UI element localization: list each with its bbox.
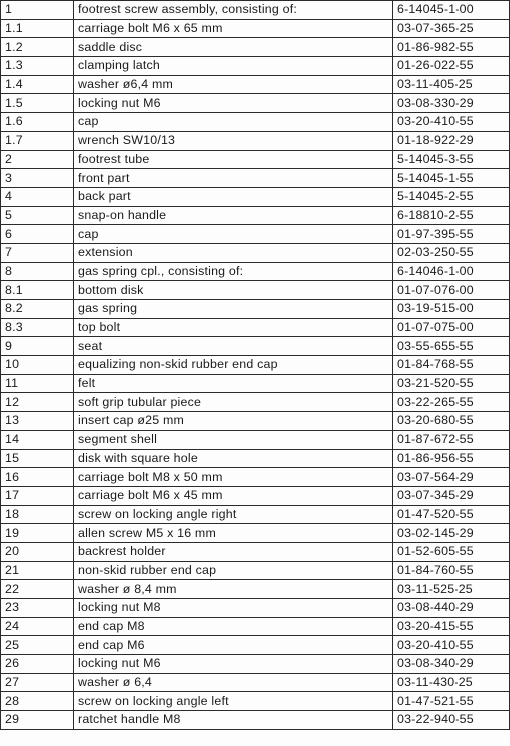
item-number-cell: 19 xyxy=(1,524,74,543)
part-number-cell: 01-86-982-55 xyxy=(393,38,510,57)
description-cell: disk with square hole xyxy=(74,449,393,468)
table-row xyxy=(1,75,510,94)
table-row xyxy=(1,505,510,524)
item-number-cell: 16 xyxy=(1,468,74,487)
table-row xyxy=(1,393,510,412)
table-row xyxy=(1,337,510,356)
item-number-cell: 1.2 xyxy=(1,38,74,57)
description-cell: washer ø6,4 mm xyxy=(74,75,393,94)
description-cell: end cap M8 xyxy=(74,617,393,636)
table-row xyxy=(1,131,510,150)
item-number-cell: 8.2 xyxy=(1,300,74,319)
item-number-cell: 2 xyxy=(1,150,74,169)
description-cell: soft grip tubular piece xyxy=(74,393,393,412)
part-number-cell: 01-86-956-55 xyxy=(393,449,510,468)
description-cell: locking nut M6 xyxy=(74,655,393,674)
item-number-cell: 1.6 xyxy=(1,113,74,132)
description-cell: front part xyxy=(74,169,393,188)
part-number-cell: 03-07-564-29 xyxy=(393,468,510,487)
description-cell: non-skid rubber end cap xyxy=(74,561,393,580)
table-row xyxy=(1,692,510,711)
part-number-cell: 03-22-940-55 xyxy=(393,711,510,730)
description-cell: cap xyxy=(74,225,393,244)
item-number-cell: 8 xyxy=(1,262,74,281)
parts-table-body xyxy=(1,1,510,730)
item-number-cell: 5 xyxy=(1,206,74,225)
table-row xyxy=(1,561,510,580)
item-number-cell: 6 xyxy=(1,225,74,244)
part-number-cell: 03-20-415-55 xyxy=(393,617,510,636)
table-row xyxy=(1,19,510,38)
part-number-cell: 01-84-768-55 xyxy=(393,356,510,375)
description-cell: locking nut M8 xyxy=(74,599,393,618)
table-row xyxy=(1,673,510,692)
item-number-cell: 12 xyxy=(1,393,74,412)
part-number-cell: 01-07-076-00 xyxy=(393,281,510,300)
description-cell: washer ø 8,4 mm xyxy=(74,580,393,599)
part-number-cell: 03-11-430-25 xyxy=(393,673,510,692)
part-number-cell: 6-14046-1-00 xyxy=(393,262,510,281)
item-number-cell: 14 xyxy=(1,430,74,449)
part-number-cell: 01-26-022-55 xyxy=(393,57,510,76)
description-cell: carriage bolt M8 x 50 mm xyxy=(74,468,393,487)
item-number-cell: 1.7 xyxy=(1,131,74,150)
table-row xyxy=(1,711,510,730)
part-number-cell: 03-11-405-25 xyxy=(393,75,510,94)
item-number-cell: 8.1 xyxy=(1,281,74,300)
item-number-cell: 15 xyxy=(1,449,74,468)
item-number-cell: 10 xyxy=(1,356,74,375)
description-cell: felt xyxy=(74,374,393,393)
table-row xyxy=(1,243,510,262)
description-cell: cap xyxy=(74,113,393,132)
item-number-cell: 28 xyxy=(1,692,74,711)
table-row xyxy=(1,599,510,618)
table-row xyxy=(1,580,510,599)
description-cell: washer ø 6,4 xyxy=(74,673,393,692)
description-cell: screw on locking angle left xyxy=(74,692,393,711)
description-cell: saddle disc xyxy=(74,38,393,57)
item-number-cell: 1.5 xyxy=(1,94,74,113)
part-number-cell: 01-97-395-55 xyxy=(393,225,510,244)
description-cell: top bolt xyxy=(74,318,393,337)
item-number-cell: 17 xyxy=(1,486,74,505)
part-number-cell: 01-47-521-55 xyxy=(393,692,510,711)
description-cell: gas spring xyxy=(74,300,393,319)
item-number-cell: 8.3 xyxy=(1,318,74,337)
part-number-cell: 03-07-365-25 xyxy=(393,19,510,38)
item-number-cell: 9 xyxy=(1,337,74,356)
item-number-cell: 22 xyxy=(1,580,74,599)
table-row xyxy=(1,262,510,281)
table-row xyxy=(1,356,510,375)
description-cell: seat xyxy=(74,337,393,356)
part-number-cell: 03-08-340-29 xyxy=(393,655,510,674)
table-row xyxy=(1,187,510,206)
description-cell: snap-on handle xyxy=(74,206,393,225)
description-cell: ratchet handle M8 xyxy=(74,711,393,730)
item-number-cell: 1.4 xyxy=(1,75,74,94)
description-cell: screw on locking angle right xyxy=(74,505,393,524)
part-number-cell: 01-84-760-55 xyxy=(393,561,510,580)
item-number-cell: 29 xyxy=(1,711,74,730)
table-row xyxy=(1,449,510,468)
table-row xyxy=(1,374,510,393)
table-row xyxy=(1,412,510,431)
item-number-cell: 1 xyxy=(1,1,74,20)
description-cell: carriage bolt M6 x 45 mm xyxy=(74,486,393,505)
part-number-cell: 5-14045-3-55 xyxy=(393,150,510,169)
part-number-cell: 01-47-520-55 xyxy=(393,505,510,524)
table-row xyxy=(1,225,510,244)
table-row xyxy=(1,281,510,300)
description-cell: footrest screw assembly, consisting of: xyxy=(74,1,393,20)
table-row xyxy=(1,38,510,57)
description-cell: bottom disk xyxy=(74,281,393,300)
item-number-cell: 7 xyxy=(1,243,74,262)
part-number-cell: 03-20-410-55 xyxy=(393,636,510,655)
description-cell: backrest holder xyxy=(74,542,393,561)
part-number-cell: 02-03-250-55 xyxy=(393,243,510,262)
item-number-cell: 25 xyxy=(1,636,74,655)
table-row xyxy=(1,300,510,319)
description-cell: back part xyxy=(74,187,393,206)
description-cell: insert cap ø25 mm xyxy=(74,412,393,431)
description-cell: equalizing non-skid rubber end cap xyxy=(74,356,393,375)
table-row xyxy=(1,542,510,561)
table-row xyxy=(1,430,510,449)
part-number-cell: 5-14045-1-55 xyxy=(393,169,510,188)
part-number-cell: 01-07-075-00 xyxy=(393,318,510,337)
part-number-cell: 6-18810-2-55 xyxy=(393,206,510,225)
table-row xyxy=(1,1,510,20)
part-number-cell: 6-14045-1-00 xyxy=(393,1,510,20)
item-number-cell: 1.1 xyxy=(1,19,74,38)
part-number-cell: 03-21-520-55 xyxy=(393,374,510,393)
description-cell: extension xyxy=(74,243,393,262)
part-number-cell: 03-08-440-29 xyxy=(393,599,510,618)
item-number-cell: 24 xyxy=(1,617,74,636)
table-row xyxy=(1,468,510,487)
table-row xyxy=(1,318,510,337)
part-number-cell: 03-20-680-55 xyxy=(393,412,510,431)
item-number-cell: 11 xyxy=(1,374,74,393)
table-row xyxy=(1,655,510,674)
table-row xyxy=(1,169,510,188)
item-number-cell: 26 xyxy=(1,655,74,674)
table-row xyxy=(1,617,510,636)
description-cell: wrench SW10/13 xyxy=(74,131,393,150)
table-row xyxy=(1,57,510,76)
part-number-cell: 03-19-515-00 xyxy=(393,300,510,319)
description-cell: allen screw M5 x 16 mm xyxy=(74,524,393,543)
part-number-cell: 03-08-330-29 xyxy=(393,94,510,113)
table-row xyxy=(1,206,510,225)
table-row xyxy=(1,94,510,113)
part-number-cell: 03-07-345-29 xyxy=(393,486,510,505)
part-number-cell: 03-20-410-55 xyxy=(393,113,510,132)
description-cell: footrest tube xyxy=(74,150,393,169)
part-number-cell: 01-18-922-29 xyxy=(393,131,510,150)
part-number-cell: 03-22-265-55 xyxy=(393,393,510,412)
item-number-cell: 13 xyxy=(1,412,74,431)
item-number-cell: 20 xyxy=(1,542,74,561)
item-number-cell: 23 xyxy=(1,599,74,618)
table-row xyxy=(1,113,510,132)
table-row xyxy=(1,524,510,543)
description-cell: clamping latch xyxy=(74,57,393,76)
part-number-cell: 03-11-525-25 xyxy=(393,580,510,599)
table-row xyxy=(1,150,510,169)
description-cell: segment shell xyxy=(74,430,393,449)
item-number-cell: 4 xyxy=(1,187,74,206)
item-number-cell: 3 xyxy=(1,169,74,188)
part-number-cell: 03-02-145-29 xyxy=(393,524,510,543)
table-row xyxy=(1,486,510,505)
part-number-cell: 01-52-605-55 xyxy=(393,542,510,561)
description-cell: locking nut M6 xyxy=(74,94,393,113)
item-number-cell: 21 xyxy=(1,561,74,580)
item-number-cell: 18 xyxy=(1,505,74,524)
table-row xyxy=(1,636,510,655)
description-cell: carriage bolt M6 x 65 mm xyxy=(74,19,393,38)
part-number-cell: 5-14045-2-55 xyxy=(393,187,510,206)
item-number-cell: 27 xyxy=(1,673,74,692)
item-number-cell: 1.3 xyxy=(1,57,74,76)
description-cell: gas spring cpl., consisting of: xyxy=(74,262,393,281)
part-number-cell: 01-87-672-55 xyxy=(393,430,510,449)
description-cell: end cap M6 xyxy=(74,636,393,655)
part-number-cell: 03-55-655-55 xyxy=(393,337,510,356)
